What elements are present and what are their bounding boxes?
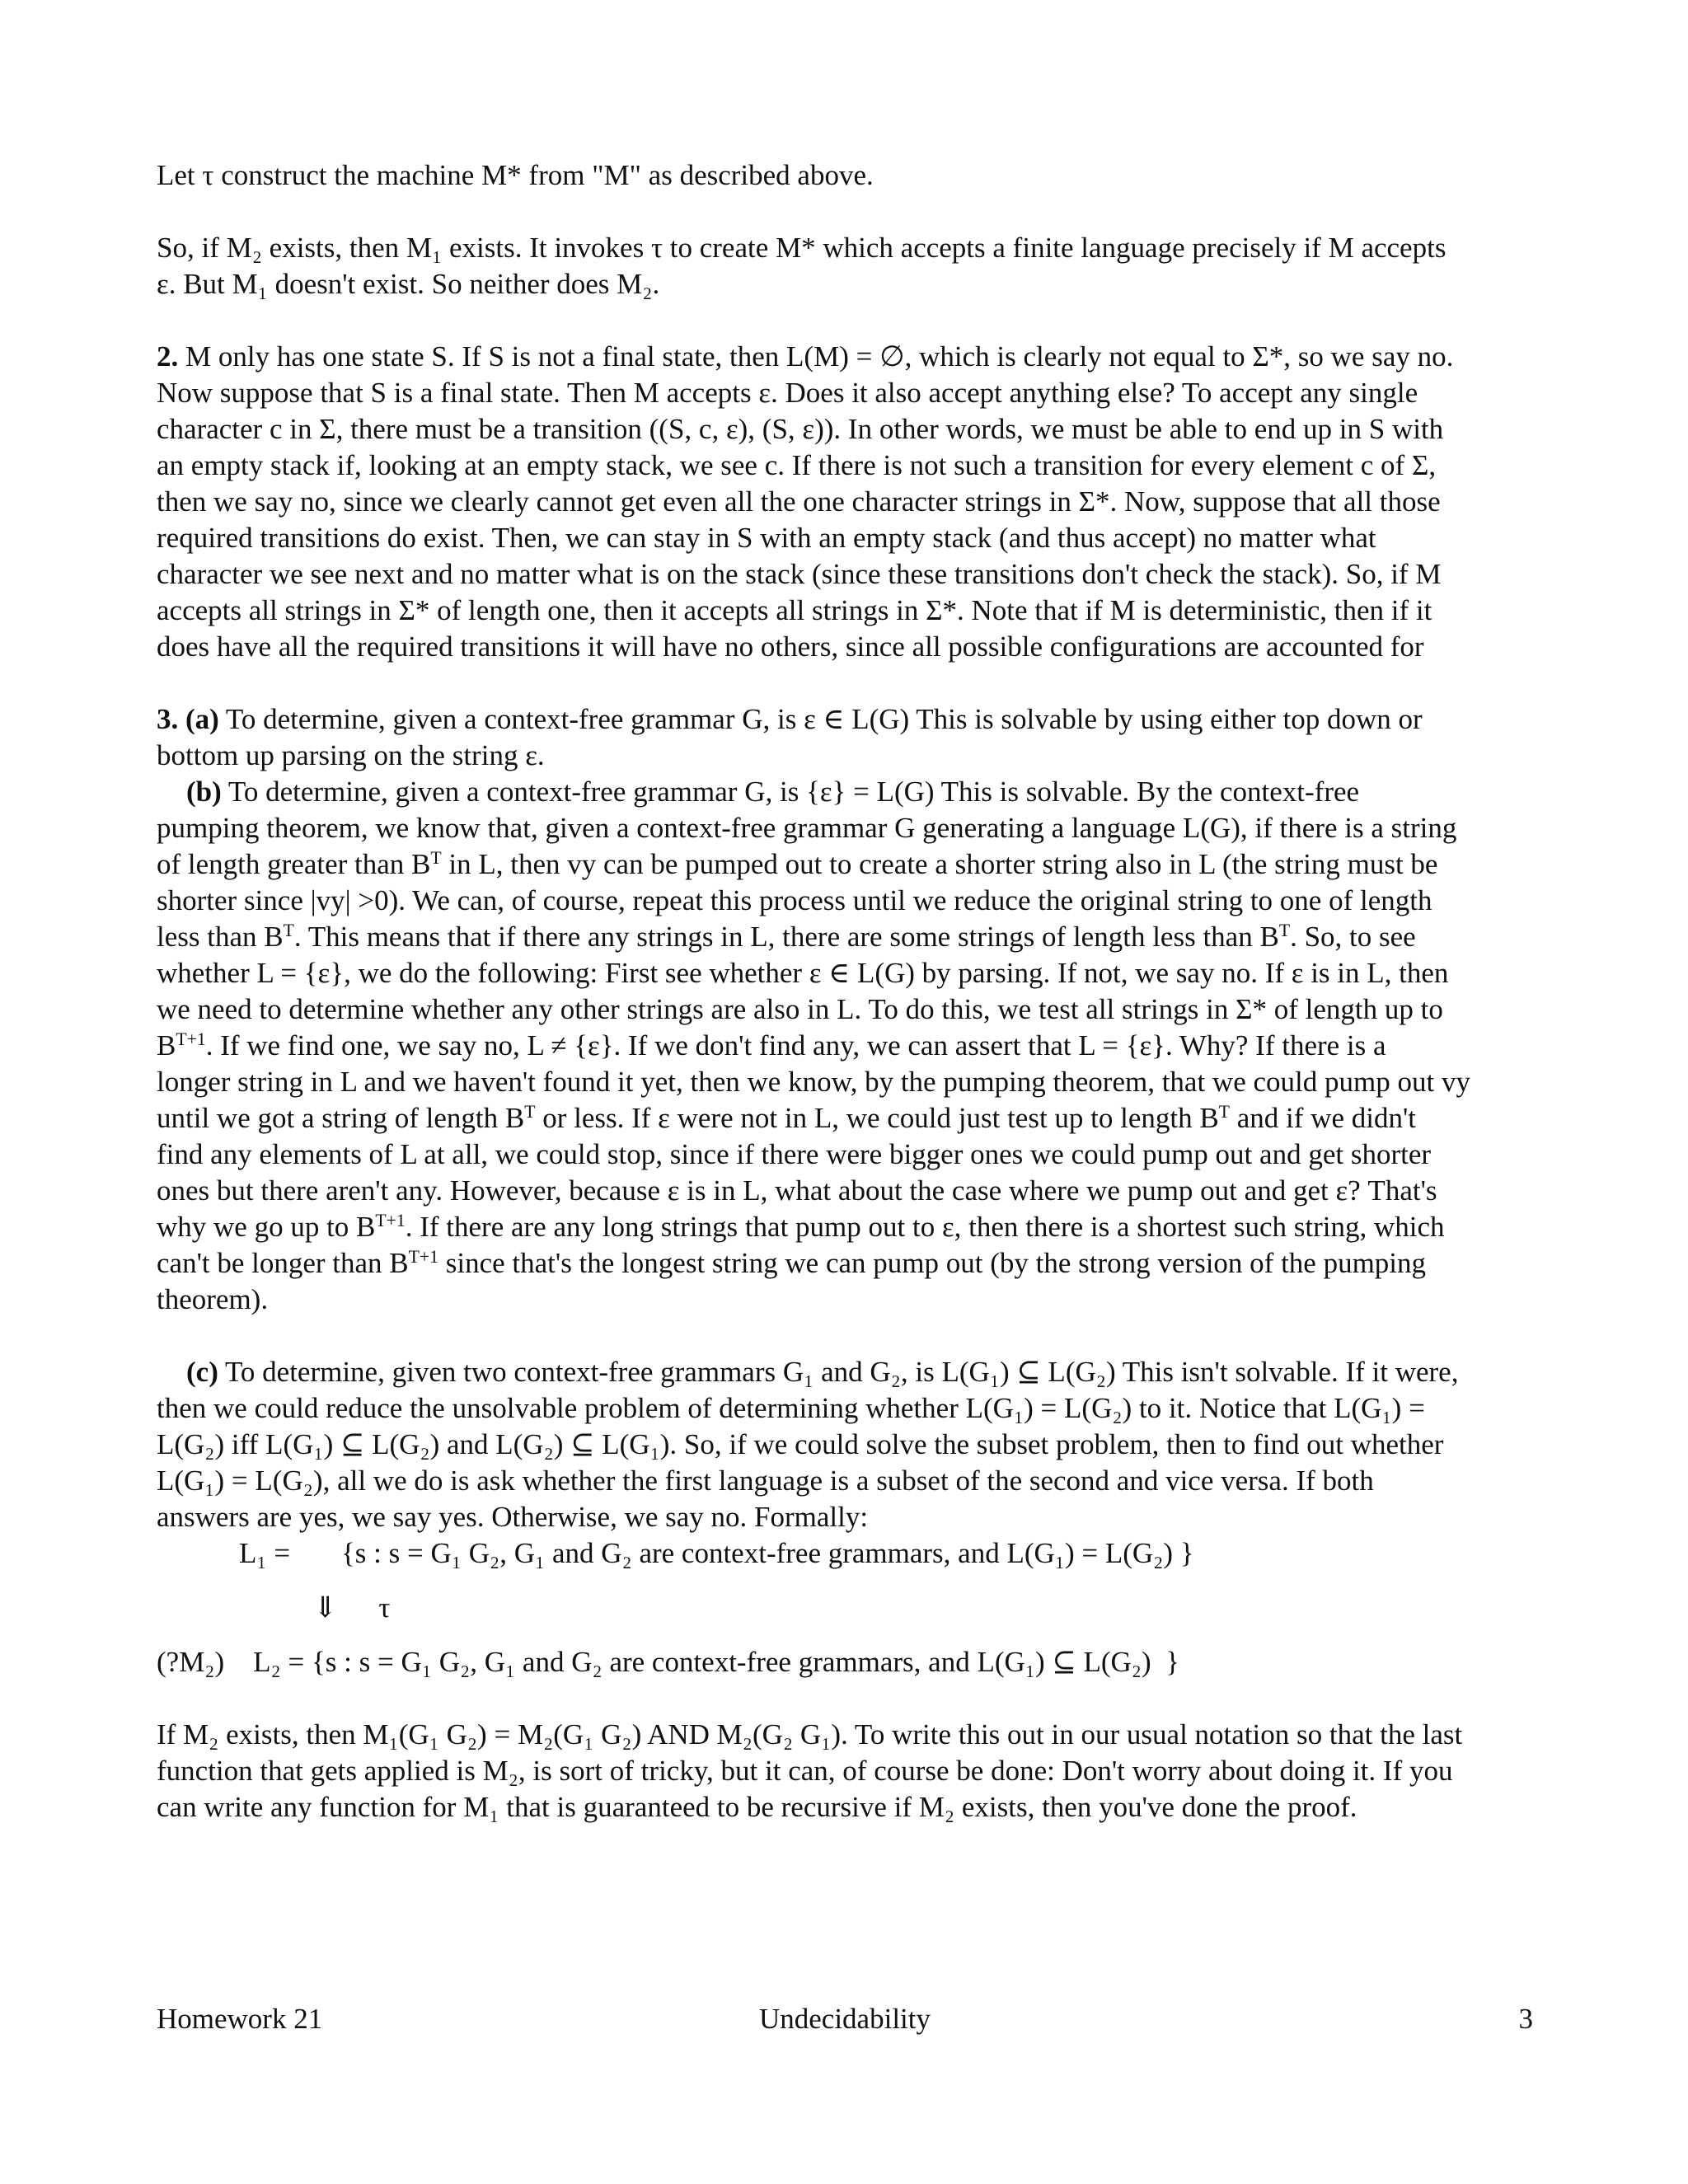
superscript: T+1 bbox=[375, 1211, 406, 1231]
text-line: To determine, given a context-free grammar G, is ε ∈ L(G) This is solvable by using either top down or bbox=[218, 703, 1423, 735]
page-number: 3 bbox=[1518, 2003, 1533, 2035]
text-line: an empty stack if, looking at an empty stack, we see c. If there is not such a transition for every element c of Σ, bbox=[157, 449, 1437, 481]
footer-course: Homework 21 bbox=[157, 2003, 323, 2035]
text-line: ε. But M₁ doesn't exist. So neither does M₂. bbox=[157, 268, 660, 300]
superscript: T+1 bbox=[176, 1029, 206, 1050]
superscript: T+1 bbox=[408, 1247, 438, 1268]
text-line: find any elements of L at all, we could stop, since if there were bigger ones we could pump out and get shorter bbox=[157, 1138, 1432, 1170]
text-line: Now suppose that S is a final state. Then M accepts ε. Does it also accept anything else? To accept any single bbox=[157, 377, 1418, 409]
question-number: 2. bbox=[157, 340, 179, 373]
text-line: we need to determine whether any other strings are also in L. To do this, we test all strings in Σ* of length up to bbox=[157, 993, 1443, 1025]
superscript: T bbox=[430, 848, 442, 869]
part-label-b: (b) bbox=[186, 776, 222, 808]
reduction-l2: (?M₂) L₂ = {s : s = G₁ G₂, G₁ and G₂ are context-free grammars, and L(G₁) ⊆ L(G₂) } bbox=[157, 1646, 1179, 1678]
text-line: then we say no, since we clearly cannot get even all the one character strings in Σ*. Now, suppose that all those bbox=[157, 485, 1441, 518]
text-line: So, if M₂ exists, then M₁ exists. It invokes τ to create M* which accepts a finite language precisely if M accepts bbox=[157, 232, 1447, 264]
text-line: does have all the required transitions it will have no others, since all possible configurations are accounted for bbox=[157, 630, 1424, 663]
text-line: character we see next and no matter what is on the stack (since these transitions don't check the stack). So, if M bbox=[157, 558, 1442, 590]
superscript: T bbox=[1278, 921, 1291, 941]
intro-paragraph bbox=[157, 230, 1541, 302]
page-footer bbox=[157, 2001, 1533, 2037]
text-line: character c in Σ, there must be a transition ((S, c, ε), (S, ε)). In other words, we must be able to end up in S with bbox=[157, 413, 1444, 445]
text-line: To determine, given two context-free grammars G₁ and G₂, is L(G₁) ⊆ L(G₂) This isn't solvable. If it were, bbox=[218, 1356, 1459, 1388]
part-label-a: (a) bbox=[185, 703, 219, 735]
question-number: 3. bbox=[157, 703, 179, 735]
text-line: bottom up parsing on the string ε. bbox=[157, 739, 545, 771]
text-line: answers are yes, we say yes. Otherwise, we say no. Formally: bbox=[157, 1501, 869, 1533]
text-line: shorter since |vy| >0). We can, of course, repeat this process until we reduce the original string to one of length bbox=[157, 884, 1432, 916]
text-line: theorem). bbox=[157, 1283, 269, 1315]
text-line: then we could reduce the unsolvable problem of determining whether L(G₁) = L(G₂) to it. Notice that L(G₁) = bbox=[157, 1392, 1425, 1424]
down-arrow-icon: ⇓ bbox=[313, 1591, 338, 1624]
reduction-l1: L₁ = {s : s = G₁ G₂, G₁ and G₂ are context-free grammars, and L(G₁) = L(G₂) } bbox=[239, 1537, 1194, 1569]
superscript: T bbox=[1218, 1102, 1230, 1122]
text-line: longer string in L and we haven't found it yet, then we know, by the pumping theorem, that we could pump out vy bbox=[157, 1066, 1470, 1098]
intro-line bbox=[157, 157, 1541, 194]
text-line: If M₂ exists, then M₁(G₁ G₂) = M₂(G₁ G₂) AND M₂(G₂ G₁). To write this out in our usual notation so that the last bbox=[157, 1718, 1463, 1750]
text-line: ones but there aren't any. However, because ε is in L, what about the case where we pump out and get ε? That's bbox=[157, 1174, 1437, 1207]
text-line: accepts all strings in Σ* of length one, then it accepts all strings in Σ*. Note that if M is deterministic, then if it bbox=[157, 594, 1432, 626]
text-line: L(G₁) = L(G₂), all we do is ask whether the first language is a subset of the second and vice versa. If both bbox=[157, 1465, 1374, 1497]
text-line: required transitions do exist. Then, we can stay in S with an empty stack (and thus accept) no matter what bbox=[157, 522, 1376, 554]
text-line: M only has one state S. If S is not a final state, then L(M) = ∅, which is clearly not equal to Σ*, so we say no. bbox=[178, 340, 1454, 373]
answer-2 bbox=[157, 339, 1541, 665]
superscript: T bbox=[283, 921, 294, 941]
text-line: To determine, given a context-free grammar G, is {ε} = L(G) This is solvable. By the context-free bbox=[221, 776, 1360, 808]
text-line: whether L = {ε}, we do the following: First see whether ε ∈ L(G) by parsing. If not, we say no. If ε is in L, then bbox=[157, 957, 1449, 989]
tau-symbol: τ bbox=[378, 1591, 391, 1624]
text-line: can write any function for M₁ that is guaranteed to be recursive if M₂ exists, then you've done the proof. bbox=[157, 1791, 1357, 1823]
superscript: T bbox=[524, 1102, 536, 1122]
text-line: function that gets applied is M₂, is sort of tricky, but it can, of course be done: Don't worry about doing it. If you bbox=[157, 1755, 1453, 1787]
text-line: Let τ construct the machine M* from "M" as described above. bbox=[157, 159, 874, 191]
footer-topic: Undecidability bbox=[758, 2003, 931, 2035]
part-label-c: (c) bbox=[186, 1356, 218, 1388]
reduction-arrow bbox=[157, 1590, 1541, 1626]
text-line: pumping theorem, we know that, given a context-free grammar G generating a language L(G), if there is a string bbox=[157, 812, 1457, 844]
answer-3: 3. (a) To determine, given a context-free grammar G, is ε ∈ L(G) This is solvable by using either top down or bottom up parsing on the string ε. (b) To determine, given a context-free grammar G, is {ε} = L(G) This is solvable. By the context-free pumping theorem, we know that, given a context-free grammar G generating a language L(G), if there is a string of length greater than $B^T$ in L, then vy can be pumped out to create a shorter string also in L (the string must be shorter since |vy| >0). We can, of course, repeat this process until we reduce the original string to one of length less than $B^T$. This means that if there any strings in L, there are some strings of length less than $B^T$. So, to see whether L = {ε}, we do the following: First see whether ε ∈ L(G) by parsing. If not, we say no. If ε is in L, then we need to determine whether any other strings are also in L. To do this, we test all strings in Σ* of length up to $B^{T+1}$. If we find one, we say no, L ≠ {ε}. If we don't find any, we can assert that L = {ε}. Why? If there is a longer string in L and we haven't found it yet, then we know, by the pumping theorem, that we could pump out vy until we got a string of length $B^T$ or less. If ε were not in L, we could just test up to length $B^T$ and if we didn't find any elements of L at all, we could stop, since if there were bigger ones we could pump out and get shorter ones but there aren't any. However, because ε is in L, what about the case where we pump out and get ε? That's why we go up to $B^{T+1}$. If there are any long strings that pump out to ε, then there is a shortest such string, which can't be longer than $B^{T+1}$ since that's the longest string we can pump out (by the strong version of the pumping theorem). (c) To determine, given two context-free grammars G₁ and G₂, is L(G₁) ⊆ L(G₂) This isn't solvable. If it were, then we could reduce the unsolvable problem of determining whether L(G₁) = L(G₂) to it. Notice that L(G₁) = L(G₂) iff L(G₁) ⊆ L(G₂) and L(G₂) ⊆ L(G₁). So, if we could solve the subset problem, then to find out whether L(G₁) = L(G₂), all we do is ask whether the first language is a subset of the second and vice versa. If both answers are yes, we say yes. Otherwise, we say no. Formally: L₁ = {s : s = G₁ G₂, G₁ and G₂ are context-free grammars, and L(G₁) = L(G₂) } ⇓ τ (?M₂) L₂ = {s : s = G₁ G₂, G₁ and G₂ are context-free grammars, and L(G₁) ⊆ L(G₂) } If M₂ exists, then M₁(G₁ G₂) = M₂(G₁ G₂) AND M₂(G₂ G₁). To write this out in our usual notation so that the last function that gets applied is M₂, is sort of tricky, but it can, of course be done: Don't worry about doing it. If you can write any function for M₁ that is guaranteed to be recursive if M₂ exists, then you've done the proof. bbox=[157, 701, 1541, 1825]
text-line: L(G₂) iff L(G₁) ⊆ L(G₂) and L(G₂) ⊆ L(G₁). So, if we could solve the subset problem, then to find out whether bbox=[157, 1428, 1444, 1460]
document-body bbox=[157, 157, 1541, 1825]
